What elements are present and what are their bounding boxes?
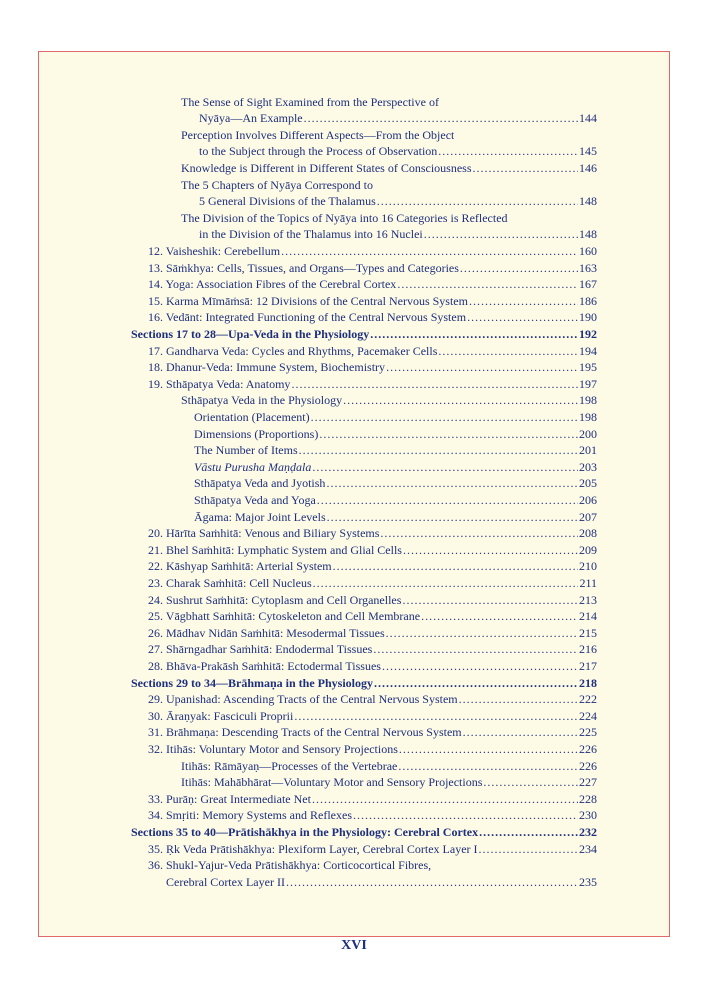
toc-entry: 16. Vedānt: Integrated Functioning of the Central Nervous System ..... 190 xyxy=(148,309,597,326)
toc-entry: 35. Ṛk Veda Prātishākhya: Plexiform Layer, Cerebral Cortex Layer I ..... 234 xyxy=(148,841,597,858)
toc-entry: Āgama: Major Joint Levels ..... 207 xyxy=(194,509,597,526)
toc-entry: 20. Hārīta Saṁhitā: Venous and Biliary Systems ..... 208 xyxy=(148,525,597,542)
toc-entry: 19. Sthāpatya Veda: Anatomy ..... 197 xyxy=(148,376,597,393)
toc-line: The Division of the Topics of Nyāya into 16 Categories is Reflected xyxy=(181,211,508,225)
toc-entry: 25. Vāgbhatt Saṁhitā: Cytoskeleton and Cell Membrane ..... 214 xyxy=(148,608,597,625)
toc-entry: 5 General Divisions of the Thalamus ..... 148 xyxy=(199,193,597,210)
toc-entry: Sthāpatya Veda and Jyotish ..... 205 xyxy=(194,475,597,492)
toc-entry: 12. Vaisheshik: Cerebellum ..... 160 xyxy=(148,243,597,260)
toc-entry: 13. Sāṁkhya: Cells, Tissues, and Organs—Types and Categories ..... 163 xyxy=(148,260,597,277)
toc-entry: Itihās: Rāmāyaṇ—Processes of the Vertebrae ..... 226 xyxy=(181,758,597,775)
toc-entry: 31. Brāhmaṇa: Descending Tracts of the Central Nervous System ..... 225 xyxy=(148,724,597,741)
toc-entry: to the Subject through the Process of Observation ..... 145 xyxy=(199,143,597,160)
toc-entry: 33. Purāṇ: Great Intermediate Net ..... 228 xyxy=(148,791,597,808)
toc-entry: Cerebral Cortex Layer II ..... 235 xyxy=(166,874,597,891)
toc-section-heading: Sections 35 to 40—Prātishākhya in the Physiology: Cerebral Cortex ..... 232 xyxy=(131,824,597,841)
toc-section-heading: Sections 29 to 34—Brāhmaṇa in the Physiology ..... 218 xyxy=(131,675,597,692)
toc-entry: 30. Āraṇyak: Fasciculi Proprii ..... 224 xyxy=(148,708,597,725)
toc-entry: 26. Mādhav Nidān Saṁhitā: Mesodermal Tissues ..... 215 xyxy=(148,625,597,642)
toc-entry: 29. Upanishad: Ascending Tracts of the Central Nervous System ..... 222 xyxy=(148,691,597,708)
toc-entry: Knowledge is Different in Different States of Consciousness ..... 146 xyxy=(181,160,597,177)
toc-entry: Orientation (Placement) ..... 198 xyxy=(194,409,597,426)
toc-entry: Itihās: Mahābhārat—Voluntary Motor and Sensory Projections ..... 227 xyxy=(181,774,597,791)
toc-entry: 22. Kāshyap Saṁhitā: Arterial System ..... 210 xyxy=(148,558,597,575)
toc-entry: The Number of Items ..... 201 xyxy=(194,442,597,459)
toc-line: Perception Involves Different Aspects—From the Object xyxy=(181,128,455,142)
toc-entry: Nyāya—An Example ..... 144 xyxy=(199,110,597,127)
toc-entry: Sthāpatya Veda and Yoga ..... 206 xyxy=(194,492,597,509)
toc-line: The Sense of Sight Examined from the Perspective of xyxy=(181,95,439,109)
toc-entry: 21. Bhel Saṁhitā: Lymphatic System and Glial Cells ..... 209 xyxy=(148,542,597,559)
toc-entry: 18. Dhanur-Veda: Immune System, Biochemistry ..... 195 xyxy=(148,359,597,376)
toc-entry: 23. Charak Saṁhitā: Cell Nucleus ..... 211 xyxy=(148,575,597,592)
toc-line: The 5 Chapters of Nyāya Correspond to xyxy=(181,178,373,192)
toc-entry: 24. Sushrut Saṁhitā: Cytoplasm and Cell Organelles ..... 213 xyxy=(148,592,597,609)
toc-section-heading: Sections 17 to 28—Upa-Veda in the Physiology ..... 192 xyxy=(131,326,597,343)
toc-entry: Dimensions (Proportions) ..... 200 xyxy=(194,426,597,443)
toc-entry: 32. Itihās: Voluntary Motor and Sensory Projections ..... 226 xyxy=(148,741,597,758)
toc-entry: 15. Karma Mīmāṁsā: 12 Divisions of the Central Nervous System ..... 186 xyxy=(148,293,597,310)
toc-entry: 14. Yoga: Association Fibres of the Cerebral Cortex ..... 167 xyxy=(148,276,597,293)
toc-entry: in the Division of the Thalamus into 16 Nuclei ..... 148 xyxy=(199,226,597,243)
toc-entry: 27. Shārngadhar Saṁhitā: Endodermal Tissues ..... 216 xyxy=(148,641,597,658)
toc-entry: Vāstu Purusha Maṇḍala ..... 203 xyxy=(194,459,597,476)
toc-entry: Sthāpatya Veda in the Physiology ..... 198 xyxy=(181,392,597,409)
toc-entry: 17. Gandharva Veda: Cycles and Rhythms, Pacemaker Cells ..... 194 xyxy=(148,343,597,360)
toc-entry: 34. Smṛiti: Memory Systems and Reflexes ..... 230 xyxy=(148,807,597,824)
toc-line: 36. Shukl-Yajur-Veda Prātishākhya: Corticocortical Fibres, xyxy=(148,858,432,872)
page-number-footer: XVI xyxy=(341,938,367,953)
toc-entry: 28. Bhāva-Prakāsh Saṁhitā: Ectodermal Tissues ..... 217 xyxy=(148,658,597,675)
